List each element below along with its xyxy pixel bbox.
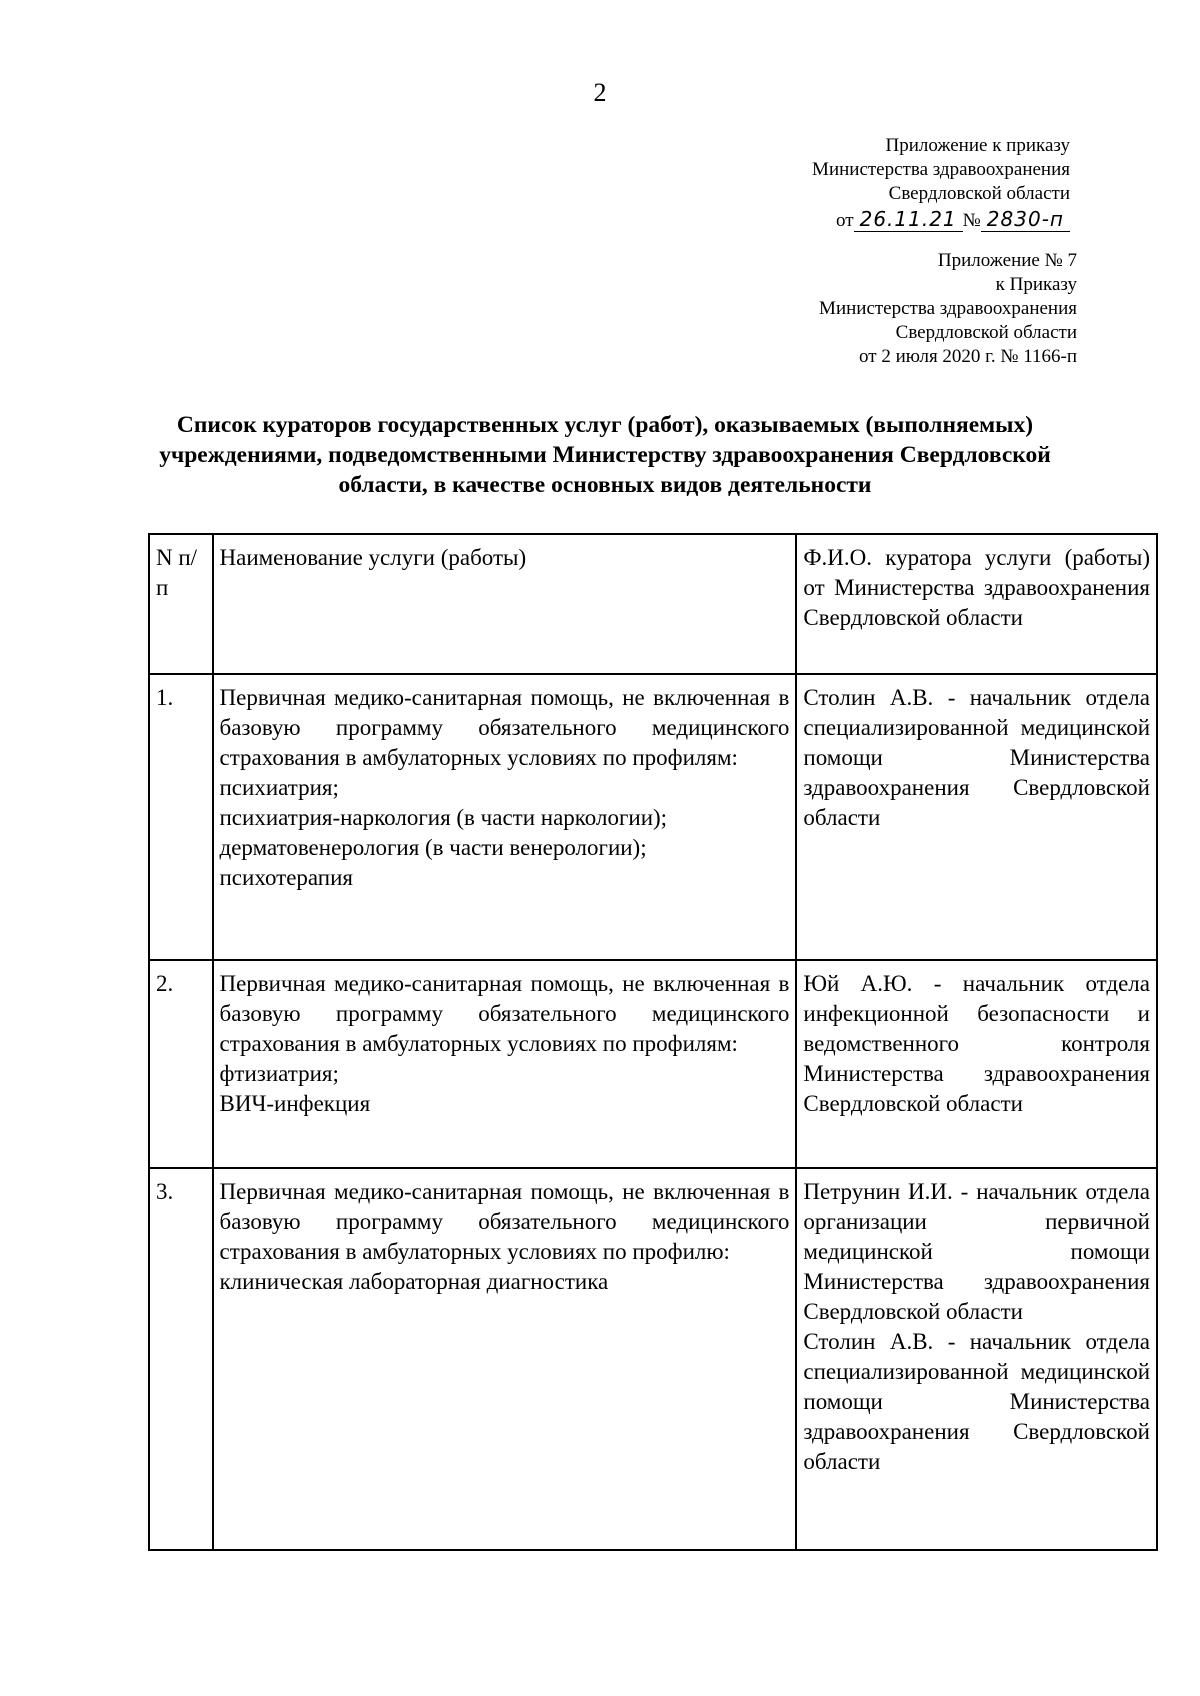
service-cell [213, 674, 797, 960]
curator-entry: Столин А.В. - начальник отдела специализированной медицинской помощи Министерства здравоохранения Свердловской области [803, 685, 1150, 830]
service-description: Первичная медико-санитарная помощь, не включенная в базовую программу обязательного медицинского страхования в амбулаторных условиях по профилям: [219, 685, 790, 770]
handwritten-date: 26.11.21 [854, 207, 963, 232]
page-number: 2 [593, 78, 607, 107]
service-cell [213, 960, 797, 1168]
service-profile: ВИЧ-инфекция [219, 1091, 371, 1116]
table-row [149, 960, 1157, 1168]
row-number: 2. [149, 960, 213, 1168]
table-header-row [149, 534, 1157, 674]
appendix-line: Свердловской области [895, 322, 1077, 343]
curator-entry: Юй А.Ю. - начальник отдела инфекционной безопасности и ведомственного контроля Министерства здравоохранения Свердловской области [803, 971, 1150, 1116]
service-profile: клиническая лабораторная диагностика [219, 1269, 609, 1294]
handwritten-number: 2830-п [981, 207, 1070, 232]
header-curator: Ф.И.О. куратора услуги (работы) от Министерства здравоохранения Свердловской области [796, 534, 1157, 674]
curator-cell [796, 674, 1157, 960]
document-title: Список кураторов государственных услуг (работ), оказываемых (выполняемых) учреждениями, подведомственными Министерству здравоохранения Свердловской области, в качестве основных видов деятельности [159, 412, 1051, 498]
service-profile: психиатрия-наркология (в части наркологии); [219, 805, 668, 830]
order-attachment-line: Приложение к приказу [885, 135, 1070, 156]
curator-cell [796, 960, 1157, 1168]
row-number: 1. [149, 674, 213, 960]
curator-cell [796, 1168, 1157, 1550]
appendix-line: Приложение № 7 [937, 250, 1077, 271]
appendix-line: от 2 июля 2020 г. № 1166-п [859, 346, 1077, 367]
service-profile: психотерапия [219, 865, 354, 890]
curator-entry: Столин А.В. - начальник отдела специализированной медицинской помощи Министерства здравоохранения Свердловской области [803, 1329, 1150, 1474]
service-profile: дерматовенерология (в части венерологии); [219, 835, 647, 860]
service-profile: фтизиатрия; [219, 1061, 339, 1086]
appendix-line: Министерства здравоохранения [819, 298, 1077, 319]
curators-table [148, 533, 1158, 1551]
order-attachment-line: Свердловской области [888, 183, 1070, 204]
appendix-line: к Приказу [995, 274, 1077, 295]
service-profile: психиатрия; [219, 775, 339, 800]
date-prefix: от [836, 210, 854, 231]
order-attachment-line: Министерства здравоохранения [812, 159, 1070, 180]
table-row [149, 1168, 1157, 1550]
header-service: Наименование услуги (работы) [213, 534, 797, 674]
table-row [149, 674, 1157, 960]
service-description: Первичная медико-санитарная помощь, не включенная в базовую программу обязательного медицинского страхования в амбулаторных условиях по профилю: [219, 1179, 790, 1264]
appendix-block [657, 249, 1077, 369]
order-attachment-block [670, 134, 1070, 233]
service-description: Первичная медико-санитарная помощь, не включенная в базовую программу обязательного медицинского страхования в амбулаторных условиях по профилям: [219, 971, 790, 1056]
curator-entry: Петрунин И.И. - начальник отдела организации первичной медицинской помощи Министерства здравоохранения Свердловской области [803, 1179, 1150, 1324]
row-number: 3. [149, 1168, 213, 1550]
number-prefix: № [962, 210, 981, 231]
service-cell [213, 1168, 797, 1550]
order-date-number-line [670, 207, 1070, 233]
header-num: N п/п [149, 534, 213, 674]
